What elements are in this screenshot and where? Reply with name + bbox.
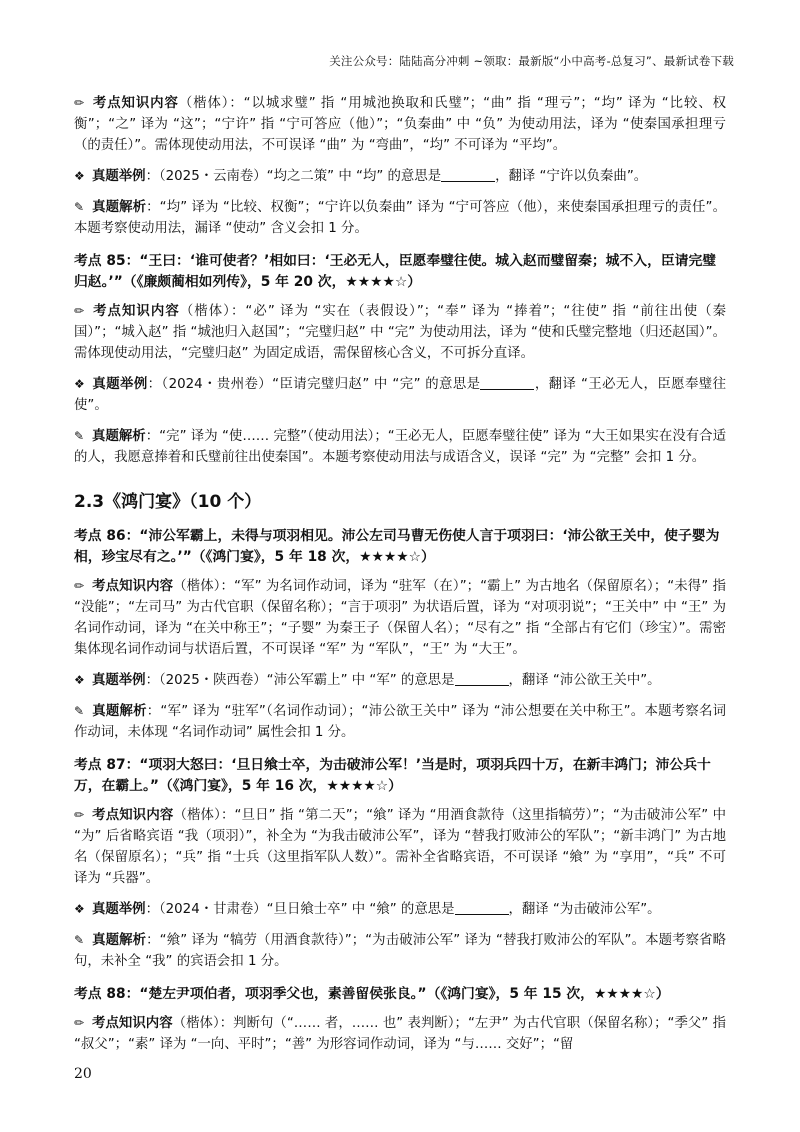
- analysis-label: 真题解析: [92, 704, 147, 719]
- example-question-text: ，翻译 “沛公欲王关中”。: [508, 673, 661, 688]
- pencil-icon: ✏: [74, 1016, 85, 1030]
- knowledge-text: （楷体）：“以城求璧” 指 “用城池换取和氏璧”；“曲” 指 “理亏”；“均” 译为 “比较、权衡”；“之” 译为 “这”；“宁许” 指 “宁可答应（他）”；“负秦曲” 中 “负” 为使动用法，译为 “使秦国承担理亏（的责任）”。需体现使动用法，不可误译 “曲” 为 “弯曲”，“均” 不可译为 “平均”。: [74, 96, 726, 153]
- analysis-text: ：“均” 译为 “比较、权衡”；“宁许以负秦曲” 译为 “宁可答应（他），来使秦国承担理亏的责任”。本题考察使动用法，漏译 “使动” 含义会扣 1 分。: [74, 200, 726, 236]
- example-label: 真题举例: [92, 169, 146, 184]
- knowledge-paragraph: [74, 93, 726, 156]
- pencil-icon: ✏: [74, 96, 85, 110]
- analysis-paragraph: [74, 930, 726, 972]
- diamond-bullet-icon: ❖: [74, 902, 85, 916]
- knowledge-paragraph: [74, 1013, 726, 1055]
- knowledge-label: 考点知识内容: [92, 808, 174, 823]
- knowledge-label: 考点知识内容: [92, 96, 179, 111]
- document-body: [74, 93, 726, 1065]
- analysis-label: 真题解析: [92, 933, 147, 948]
- knowledge-label: 考点知识内容: [92, 1016, 173, 1031]
- example-question-text: ：（2024・甘肃卷）“旦日飨士卒” 中 “飨” 的意思是: [145, 902, 455, 917]
- example-paragraph: [74, 374, 726, 416]
- exam-point-heading: 考点 88：“楚左尹项伯者，项羽季父也，素善留侯张良。”（《鸿门宴》，5 年 15 次，★★★★☆）: [74, 986, 670, 1002]
- analysis-label: 真题解析: [92, 429, 146, 444]
- example-question-text: ，翻译 “为击破沛公军”。: [508, 902, 661, 917]
- pencil-icon: ✏: [74, 808, 85, 822]
- analysis-paragraph: [74, 701, 726, 743]
- knowledge-label: 考点知识内容: [92, 579, 174, 594]
- example-paragraph: [74, 670, 726, 691]
- knowledge-text: （楷体）：“必” 译为 “实在（表假设）”；“奉” 译为 “捧着”；“往使” 指 “前往出使（秦国）”；“城入赵” 指 “城池归入赵国”；“完璧归赵” 中 “完” 为使动用法，译为 “使和氏璧完整地（归还赵国）”。需体现使动用法，“完璧归赵” 为固定成语，需保留核心含义，不可拆分直译。: [74, 304, 727, 361]
- example-question-text: ，翻译 “宁许以负秦曲”。: [495, 169, 648, 184]
- example-question-text: ：（2025・陕西卷）“沛公军霸上” 中 “军” 的意思是: [145, 673, 455, 688]
- knowledge-paragraph: [74, 805, 726, 889]
- edit-pen-icon: ✎: [74, 933, 85, 947]
- exam-point-heading: 考点 85：“王曰：‘谁可使者？’相如曰：‘王必无人，臣愿奉璧往使。城入赵而璧留秦；城不入，臣请完璧归赵。’”（《廉颇蔺相如列传》，5 年 20 次，★★★★☆）: [74, 253, 717, 290]
- example-question-text: ：（2025・云南卷）“均之二策” 中 “均” 的意思是: [145, 169, 442, 184]
- edit-pen-icon: ✎: [74, 429, 85, 443]
- knowledge-label: 考点知识内容: [92, 304, 180, 319]
- pencil-icon: ✏: [74, 579, 85, 593]
- example-paragraph: [74, 899, 726, 920]
- example-label: 真题举例: [92, 902, 146, 917]
- diamond-bullet-icon: ❖: [74, 169, 85, 183]
- knowledge-text: （楷体）：“军” 为名词作动词，译为 “驻军（在）”；“霸上” 为古地名（保留原名）；“未得” 指 “没能”；“左司马” 为古代官职（保留名称）；“言于项羽” 为状语后置，译为 “对项羽说”；“王关中” 中 “王” 为名词作动词，译为 “在关中称王”；“子婴” 为秦王子（保留人名）；“尽有之” 指 “全部占有它们（珍宝）”。需密集体现名词作动词与状语后置，不可误译 “军” 为 “军队”，“王” 为 “大王”。: [74, 579, 727, 657]
- analysis-paragraph: [74, 426, 726, 468]
- example-label: 真题举例: [92, 377, 148, 392]
- answer-blank: [441, 167, 495, 182]
- page-header: 关注公众号：陆陆高分冲刺 ~领取：最新版“小中高考-总复习”、最新试卷下载: [329, 54, 734, 68]
- exam-point-heading: 考点 87：“项羽大怒曰：‘旦日飨士卒，为击破沛公军！’当是时，项羽兵四十万，在新丰鸿门；沛公兵十万，在霸上。”（《鸿门宴》，5 年 16 次，★★★★☆）: [74, 757, 711, 794]
- example-question-text: ：（2024・贵州卷）“臣请完璧归赵” 中 “完” 的意思是: [147, 377, 481, 392]
- answer-blank: [480, 375, 534, 390]
- answer-blank: [455, 671, 509, 686]
- analysis-text: ：“军” 译为 “驻军”（名词作动词）；“沛公欲王关中” 译为 “沛公想要在关中称王”。本题考察名词作动词，未体现 “名词作动词” 属性会扣 1 分。: [74, 704, 727, 740]
- analysis-paragraph: [74, 197, 726, 239]
- page-number: 20: [74, 1066, 92, 1082]
- section-heading: 2.3《鸿门宴》（10 个）: [74, 492, 262, 512]
- example-label: 真题举例: [92, 673, 146, 688]
- example-paragraph: [74, 166, 726, 187]
- knowledge-text: （楷体）：“旦日” 指 “第二天”；“飨” 译为 “用酒食款待（这里指犒劳）”；“为击破沛公军” 中 “为” 后省略宾语 “我（项羽）”，补全为 “为我击破沛公军”，译为 “替我打败沛公的军队”；“新丰鸿门” 为古地名（保留原名）；“兵” 指 “士兵（这里指军队人数）”。需补全省略宾语，不可误译 “飨” 为 “享用”，“兵” 不可译为 “兵器”。: [74, 808, 726, 886]
- exam-point-heading: 考点 86：“沛公军霸上，未得与项羽相见。沛公左司马曹无伤使人言于项羽曰：‘沛公欲王关中，使子婴为相，珍宝尽有之。’”（《鸿门宴》，5 年 18 次，★★★★☆）: [74, 528, 720, 565]
- knowledge-text: （楷体）：判断句（“…… 者，…… 也” 表判断）；“左尹” 为古代官职（保留名称）；“季父” 指 “叔父”；“素” 译为 “一向、平时”；“善” 为形容词作动词，译为 “与…… 交好”；“留: [74, 1016, 726, 1052]
- analysis-text: ：“飨” 译为 “犒劳（用酒食款待）”；“为击破沛公军” 译为 “替我打败沛公的军队”。本题考察省略句，未补全 “我” 的宾语会扣 1 分。: [74, 933, 726, 969]
- diamond-bullet-icon: ❖: [74, 377, 85, 391]
- diamond-bullet-icon: ❖: [74, 673, 85, 687]
- knowledge-paragraph: [74, 576, 726, 660]
- edit-pen-icon: ✎: [74, 200, 85, 214]
- analysis-label: 真题解析: [92, 200, 147, 215]
- analysis-text: ：“完” 译为 “使…… 完整”（使动用法）；“王必无人，臣愿奉璧往使” 译为 “大王如果实在没有合适的人，我愿意捧着和氏璧前往出使秦国”。本题考察使动用法与成语含义，误译 “完” 为 “完整” 会扣 1 分。: [74, 429, 726, 465]
- example-question-text: ，翻译 “王必无人，臣愿奉璧往使”。: [74, 377, 726, 413]
- pencil-icon: ✏: [74, 304, 85, 318]
- knowledge-paragraph: [74, 301, 726, 364]
- edit-pen-icon: ✎: [74, 704, 85, 718]
- answer-blank: [455, 900, 509, 915]
